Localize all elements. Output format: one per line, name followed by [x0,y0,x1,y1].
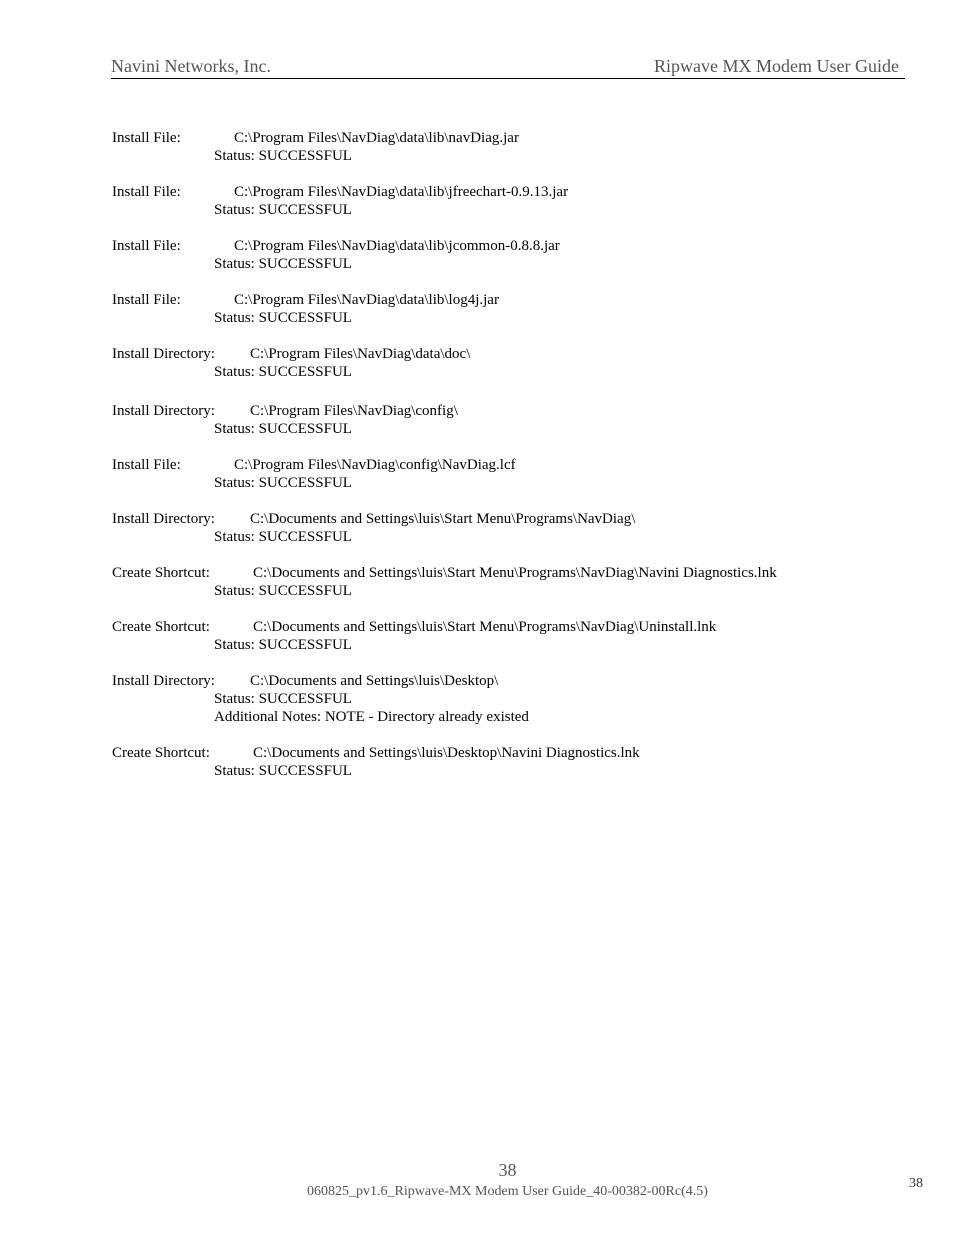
entry-path: C:\Documents and Settings\luis\Desktop\ [250,673,499,689]
page-number: 38 [498,1160,517,1180]
entry-label: Install File: [112,292,181,308]
entry-path: C:\Documents and Settings\luis\Desktop\Navini Diagnostics.lnk [253,745,640,761]
entry-label: Create Shortcut: [112,565,210,581]
entry-label: Install File: [112,457,181,473]
log-entry [112,744,912,780]
entry-label: Install Directory: [112,346,215,362]
log-entry [112,456,912,492]
log-entry [112,564,912,600]
entry-path: C:\Program Files\NavDiag\config\ [250,403,458,419]
entry-path: C:\Program Files\NavDiag\data\lib\navDiag.jar [234,130,519,146]
entry-path: C:\Program Files\NavDiag\config\NavDiag.lcf [234,457,516,473]
entry-status: Status: SUCCESSFUL [214,637,352,653]
guide-title: Ripwave MX Modem User Guide [654,56,899,76]
entry-status: Status: SUCCESSFUL [214,202,352,218]
entry-status: Status: SUCCESSFUL [214,691,352,707]
entry-note: Additional Notes: NOTE - Directory already existed [214,709,529,725]
entry-label: Install File: [112,130,181,146]
entry-label: Create Shortcut: [112,619,210,635]
entry-label: Install Directory: [112,511,215,527]
entry-path: C:\Program Files\NavDiag\data\doc\ [250,346,471,362]
entry-status: Status: SUCCESSFUL [214,529,352,545]
install-log [112,129,912,798]
log-entry [112,402,912,438]
entry-status: Status: SUCCESSFUL [214,256,352,272]
entry-status: Status: SUCCESSFUL [214,475,352,491]
entry-status: Status: SUCCESSFUL [214,583,352,599]
log-entry [112,672,912,726]
log-entry [112,345,912,381]
entry-path: C:\Documents and Settings\luis\Start Menu\Programs\NavDiag\Navini Diagnostics.lnk [253,565,777,581]
entry-path: C:\Documents and Settings\luis\Start Menu\Programs\NavDiag\Uninstall.lnk [253,619,717,635]
corner-page-number: 38 [909,1176,923,1191]
log-entry [112,183,912,219]
entry-path: C:\Program Files\NavDiag\data\lib\jcommon-0.8.8.jar [234,238,560,254]
entry-status: Status: SUCCESSFUL [214,421,352,437]
entry-status: Status: SUCCESSFUL [214,148,352,164]
log-entry [112,618,912,654]
entry-status: Status: SUCCESSFUL [214,310,352,326]
log-entry [112,237,912,273]
log-entry [112,291,912,327]
page-header [111,56,905,79]
entry-label: Install File: [112,184,181,200]
entry-path: C:\Documents and Settings\luis\Start Menu\Programs\NavDiag\ [250,511,636,527]
log-entry [112,129,912,165]
log-entry [112,510,912,546]
entry-path: C:\Program Files\NavDiag\data\lib\log4j.jar [234,292,499,308]
entry-status: Status: SUCCESSFUL [214,364,352,380]
entry-path: C:\Program Files\NavDiag\data\lib\jfreechart-0.9.13.jar [234,184,569,200]
entry-label: Install File: [112,238,181,254]
entry-label: Install Directory: [112,673,215,689]
company-name: Navini Networks, Inc. [111,56,271,76]
entry-status: Status: SUCCESSFUL [214,763,352,779]
document-id: 060825_pv1.6_Ripwave-MX Modem User Guide_40-00382-00Rc(4.5) [307,1184,708,1199]
entry-label: Create Shortcut: [112,745,210,761]
entry-label: Install Directory: [112,403,215,419]
